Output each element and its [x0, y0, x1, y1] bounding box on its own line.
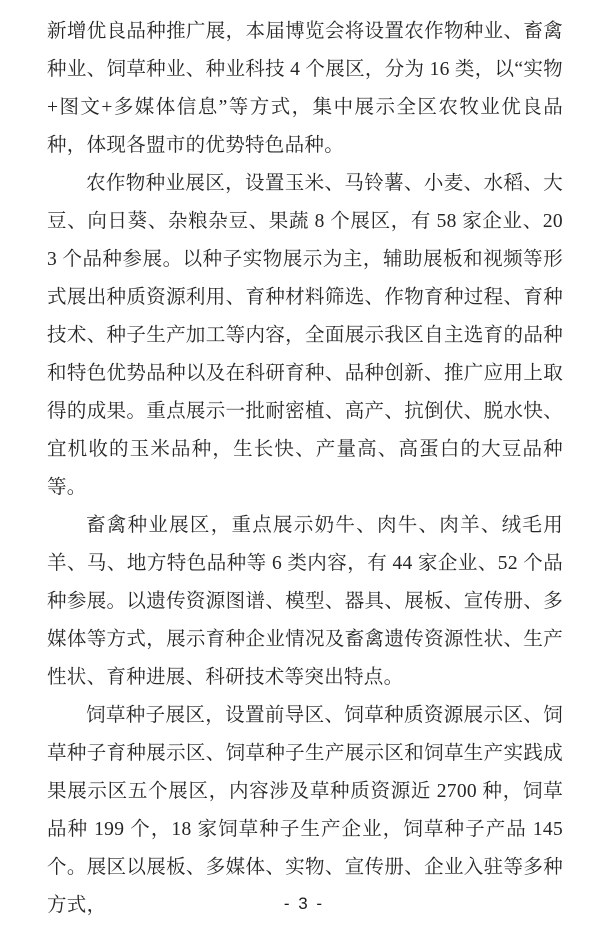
paragraph: 农作物种业展区，设置玉米、马铃薯、小麦、水稻、大豆、向日葵、杂粮杂豆、果蔬 8 个展区，有 58 家企业、203 个品种参展。以种子实物展示为主，辅助展板和视频等形式展出种质资源利用、育种材料筛选、作物育种过程、育种技术、种子生产加工等内容，全面展示我区自主选育的品种和特色优势品种以及在科研育种、品种创新、推广应用上取得的成果。重点展示一批耐密植、高产、抗倒伏、脱水快、宜机收的玉米品种，生长快、产量高、高蛋白的大豆品种等。: [47, 173, 563, 498]
page-footer: [0, 894, 608, 914]
page-number: - 3 -: [283, 894, 325, 913]
paragraph: 新增优良品种推广展，本届博览会将设置农作物种业、畜禽种业、饲草种业、种业科技 4 个展区，分为 16 类，以“实物+图文+多媒体信息”等方式，集中展示全区农牧业优良品种，体现各盟市的优势特色品种。: [47, 21, 563, 156]
paragraph: 畜禽种业展区，重点展示奶牛、肉牛、肉羊、绒毛用羊、马、地方特色品种等 6 类内容，有 44 家企业、52 个品种参展。以遗传资源图谱、模型、器具、展板、宣传册、多媒体等方式，展示育种企业情况及畜禽遗传资源性状、生产性状、育种进展、科研技术等突出特点。: [47, 515, 563, 688]
paragraph: 饲草种子展区，设置前导区、饲草种质资源展示区、饲草种子育种展示区、饲草种子生产展示区和饲草生产实践成果展示区五个展区，内容涉及草种质资源近 2700 种，饲草品种 199 个，18 家饲草种子生产企业，饲草种子产品 145 个。展区以展板、多媒体、实物、宣传册、企业入驻等多种方式，: [47, 705, 563, 916]
document-body: [47, 13, 563, 925]
